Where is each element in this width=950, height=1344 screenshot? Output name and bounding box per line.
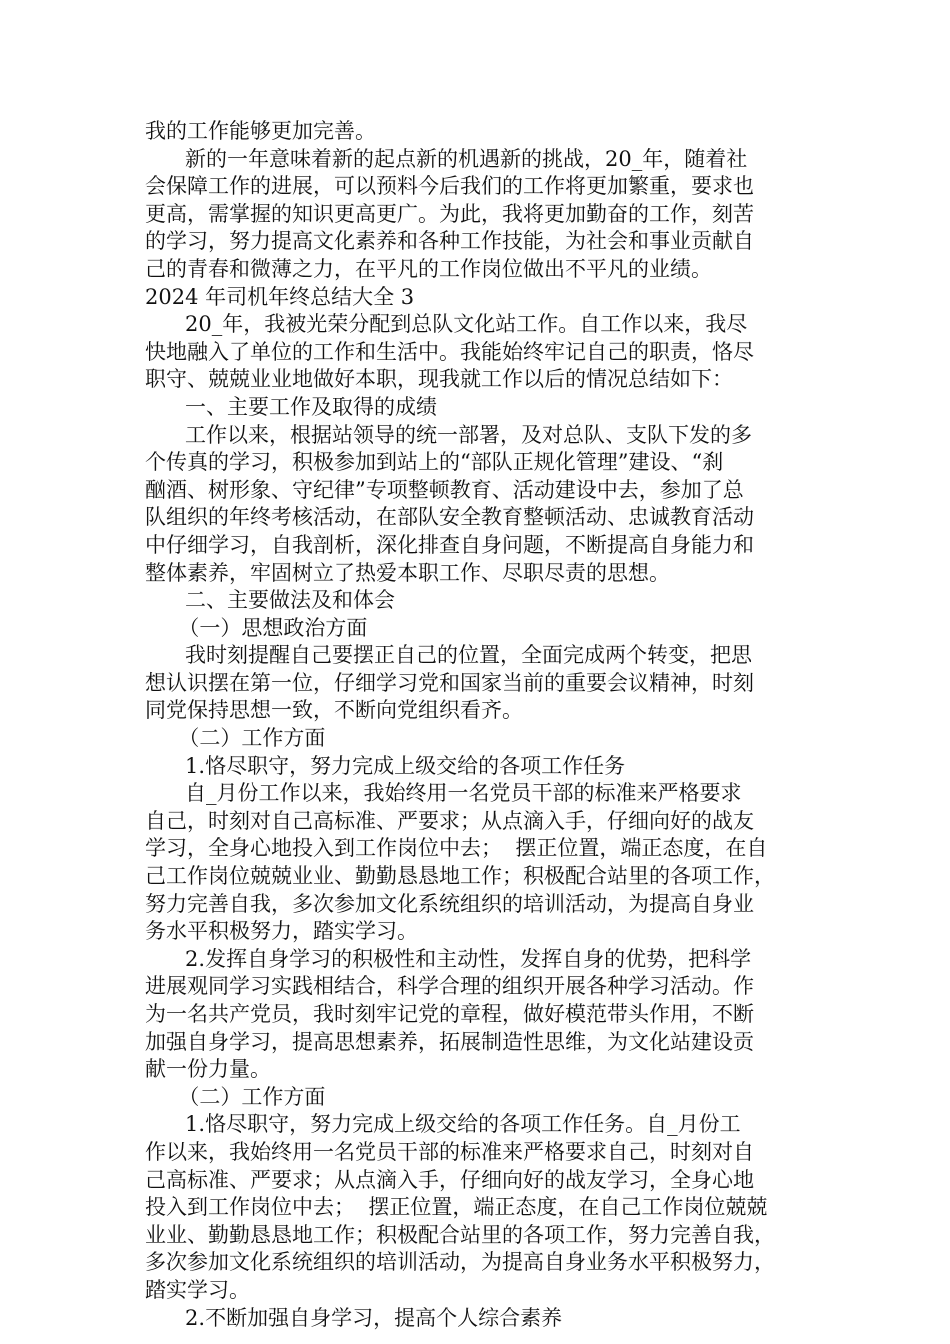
text-line: 工作以来，根据站领导的统一部署，及对总队、支队下发的多 <box>145 422 753 447</box>
text-line: 我的工作能够更加完善。 <box>145 119 376 143</box>
text-line: 新的一年意味着新的起点新的机遇新的挑战，20_年，随着社 <box>145 146 748 171</box>
text-line: 学习，全身心地投入到工作岗位中去； 摆正位置，端正态度，在自 <box>145 836 768 861</box>
text-line: 一、主要工作及取得的成绩 <box>145 394 438 419</box>
text-line: 自己，时刻对自己高标准、严要求；从点滴入手，仔细向好的战友 <box>145 808 754 833</box>
text-line: 己工作岗位兢兢业业、勤勤恳恳地工作；积极配合站里的各项工作， <box>145 864 775 889</box>
text-line: 2.发挥自身学习的积极性和主动性，发挥自身的优势，把科学 <box>145 946 752 971</box>
text-line: 业业、勤勤恳恳地工作；积极配合站里的各项工作，努力完善自我， <box>145 1222 775 1247</box>
text-line: 我时刻提醒自己要摆正自己的位置，全面完成两个转变，把思 <box>145 643 753 668</box>
text-line: 20_年，我被光荣分配到总队文化站工作。自工作以来，我尽 <box>145 312 748 337</box>
text-line: 中仔细学习，自我剖析，深化排查自身问题，不断提高自身能力和 <box>145 532 754 557</box>
text-line: 职守、兢兢业业地做好本职，现我就工作以后的情况总结如下： <box>145 367 733 392</box>
text-line: 整体素养，牢固树立了热爱本职工作、尽职尽责的思想。 <box>145 560 670 585</box>
text-line: 酗酒、树形象、守纪律”专项整顿教育、活动建设中去，参加了总 <box>145 477 744 502</box>
text-line: 2.不断加强自身学习，提高个人综合素养 <box>145 1305 563 1330</box>
text-line: 努力完善自我，多次参加文化系统组织的培训活动，为提高自身业 <box>145 891 754 916</box>
text-line: 己的青春和微薄之力，在平凡的工作岗位做出不平凡的业绩。 <box>145 256 712 281</box>
text-line: 想认识摆在第一位，仔细学习党和国家当前的重要会议精神，时刻 <box>145 670 754 695</box>
text-line: （一）思想政治方面 <box>145 615 368 640</box>
text-line: （二）工作方面 <box>145 1084 326 1109</box>
text-line: 二、主要做法及和体会 <box>145 588 396 613</box>
text-line: 自_月份工作以来，我始终用一名党员干部的标准来严格要求 <box>145 781 742 806</box>
text-line: 加强自身学习，提高思想素养，拓展制造性思维，为文化站建设贡 <box>145 1029 754 1054</box>
text-line: 献一份力量。 <box>145 1057 271 1082</box>
text-line: 作以来，我始终用一名党员干部的标准来严格要求自己，时刻对自 <box>145 1139 754 1164</box>
text-line: 多次参加文化系统组织的培训活动，为提高自身业务水平积极努力， <box>145 1250 775 1275</box>
document-body <box>145 118 810 1332</box>
text-line: 2024 年司机年终总结大全 3 <box>145 284 415 309</box>
text-line: 1.恪尽职守，努力完成上级交给的各项工作任务。自_月份工 <box>145 1112 741 1137</box>
text-line: 队组织的年终考核活动，在部队安全教育整顿活动、忠诚教育活动 <box>145 505 754 530</box>
text-line: 个传真的学习，积极参加到站上的“部队正规化管理”建设、“刹 <box>145 450 724 475</box>
text-line: 的学习，努力提高文化素养和各种工作技能，为社会和事业贡献自 <box>145 229 754 254</box>
text-line: 踏实学习。 <box>145 1277 250 1302</box>
text-line: （二）工作方面 <box>145 726 326 751</box>
text-line: 为一名共产党员，我时刻牢记党的章程，做好模范带头作用，不断 <box>145 1002 754 1026</box>
text-line: 更高，需掌握的知识更高更广。为此，我将更加勤奋的工作，刻苦 <box>145 201 754 226</box>
text-line: 快地融入了单位的工作和生活中。我能始终牢记自己的职责，恪尽 <box>145 339 754 364</box>
text-line: 同党保持思想一致，不断向党组织看齐。 <box>145 698 523 723</box>
text-line: 会保障工作的进展，可以预料今后我们的工作将更加繁重，要求也 <box>145 174 754 199</box>
text-line: 己高标准、严要求；从点滴入手，仔细向好的战友学习，全身心地 <box>145 1167 754 1192</box>
text-line: 务水平积极努力，踏实学习。 <box>145 919 418 944</box>
text-line: 投入到工作岗位中去； 摆正位置，端正态度，在自己工作岗位兢兢 <box>145 1195 768 1220</box>
text-line: 进展观同学习实践相结合，科学合理的组织开展各种学习活动。作 <box>145 974 754 999</box>
text-line: 1.恪尽职守，努力完成上级交给的各项工作任务 <box>145 753 626 778</box>
